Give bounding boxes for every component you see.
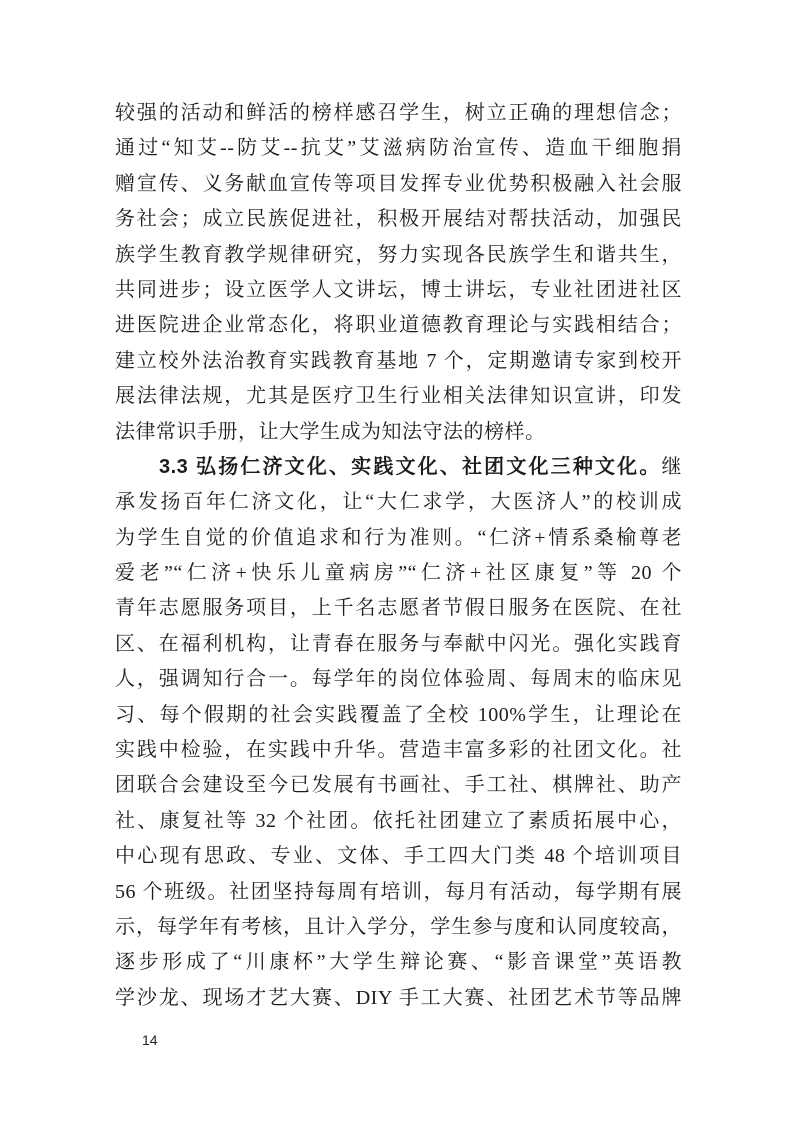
- section-heading-text: 3.3 弘扬仁济文化、实践文化、社团文化三种文化。: [159, 455, 662, 478]
- page-number: 14: [142, 1032, 158, 1048]
- body-text: 中心现有思政、专业、文体、手工四大门类 48 个培训项目: [115, 845, 682, 868]
- body-text: 实践中检验，在实践中升华。营造丰富多彩的社团文化。社: [115, 739, 682, 762]
- body-text: 族学生教育教学规律研究，努力实现各民族学生和谐共生，: [115, 243, 682, 266]
- text-line: [115, 521, 682, 556]
- text-line: [115, 839, 682, 874]
- text-line: [115, 768, 682, 803]
- body-text: 进医院进企业常态化，将职业道德教育理论与实践相结合；: [115, 314, 682, 337]
- text-line: [115, 167, 682, 202]
- body-text: 示，每学年有考核，且计入学分，学生参与度和认同度较高，: [115, 915, 682, 938]
- body-text: 56 个班级。社团坚持每周有培训，每月有活动，每学期有展: [115, 880, 682, 903]
- text-line: [115, 202, 682, 237]
- body-text: 为学生自觉的价值追求和行为准则。“仁济+情系桑榆尊老: [115, 526, 682, 549]
- text-line: [115, 556, 682, 591]
- text-line: [115, 804, 682, 839]
- body-text: 赠宣传、义务献血宣传等项目发挥专业优势积极融入社会服: [115, 172, 682, 195]
- text-line: [115, 591, 682, 626]
- body-text: 较强的活动和鲜活的榜样感召学生，树立正确的理想信念；: [115, 102, 682, 124]
- body-text: 区、在福利机构，让青春在服务与奉献中闪光。强化实践育: [115, 632, 682, 655]
- body-text: 习、每个假期的社会实践覆盖了全校 100%学生，让理论在: [115, 703, 682, 726]
- text-line: [115, 981, 682, 1016]
- text-line: [115, 698, 682, 733]
- text-line: [115, 131, 682, 166]
- text-line: [115, 733, 682, 768]
- body-text: 青年志愿服务项目，上千名志愿者节假日服务在医院、在社: [115, 597, 682, 620]
- text-line: [115, 273, 682, 308]
- body-text: 社、康复社等 32 个社团。依托社团建立了素质拓展中心，: [115, 809, 682, 832]
- paragraph-continuation: [115, 96, 682, 450]
- body-text: 展法律法规，尤其是医疗卫生行业相关法律知识宣讲，印发: [115, 385, 682, 408]
- body-text: 共同进步；设立医学人文讲坛，博士讲坛，专业社团进社区: [115, 278, 682, 301]
- text-line: [115, 662, 682, 697]
- text-line: [115, 875, 682, 910]
- text-line: [115, 910, 682, 945]
- body-text: 承发扬百年仁济文化，让“大仁求学，大医济人”的校训成: [115, 491, 682, 514]
- body-text: 人，强调知行合一。每学年的岗位体验周、每周末的临床见: [115, 668, 682, 691]
- text-line: [115, 415, 682, 450]
- body-text: 务社会；成立民族促进社，积极开展结对帮扶活动，加强民: [115, 208, 682, 231]
- text-line: [115, 450, 682, 485]
- body-text: 爱老”“仁济+快乐儿童病房”“仁济+社区康复”等 20 个: [115, 562, 682, 585]
- text-line: [115, 627, 682, 662]
- paragraph-section-3-3: [115, 450, 682, 1016]
- text-line: [115, 308, 682, 343]
- body-text: 团联合会建设至今已发展有书画社、手工社、棋牌社、助产: [115, 774, 682, 797]
- text-line: [115, 96, 682, 131]
- text-line: [115, 344, 682, 379]
- text-line: [115, 945, 682, 980]
- body-text: 通过“知艾--防艾--抗艾”艾滋病防治宣传、造血干细胞捐: [115, 137, 682, 160]
- text-line: [115, 379, 682, 414]
- body-text: 法律常识手册，让大学生成为知法守法的榜样。: [115, 420, 546, 443]
- body-text: 继: [661, 455, 682, 478]
- body-text: 建立校外法治教育实践教育基地 7 个，定期邀请专家到校开: [115, 349, 682, 372]
- text-line: [115, 485, 682, 520]
- body-text: 学沙龙、现场才艺大赛、DIY 手工大赛、社团艺术节等品牌: [115, 986, 682, 1009]
- text-line: [115, 238, 682, 273]
- body-text: 逐步形成了“川康杯”大学生辩论赛、“影音课堂”英语教: [115, 951, 682, 974]
- text-body: [115, 96, 682, 1016]
